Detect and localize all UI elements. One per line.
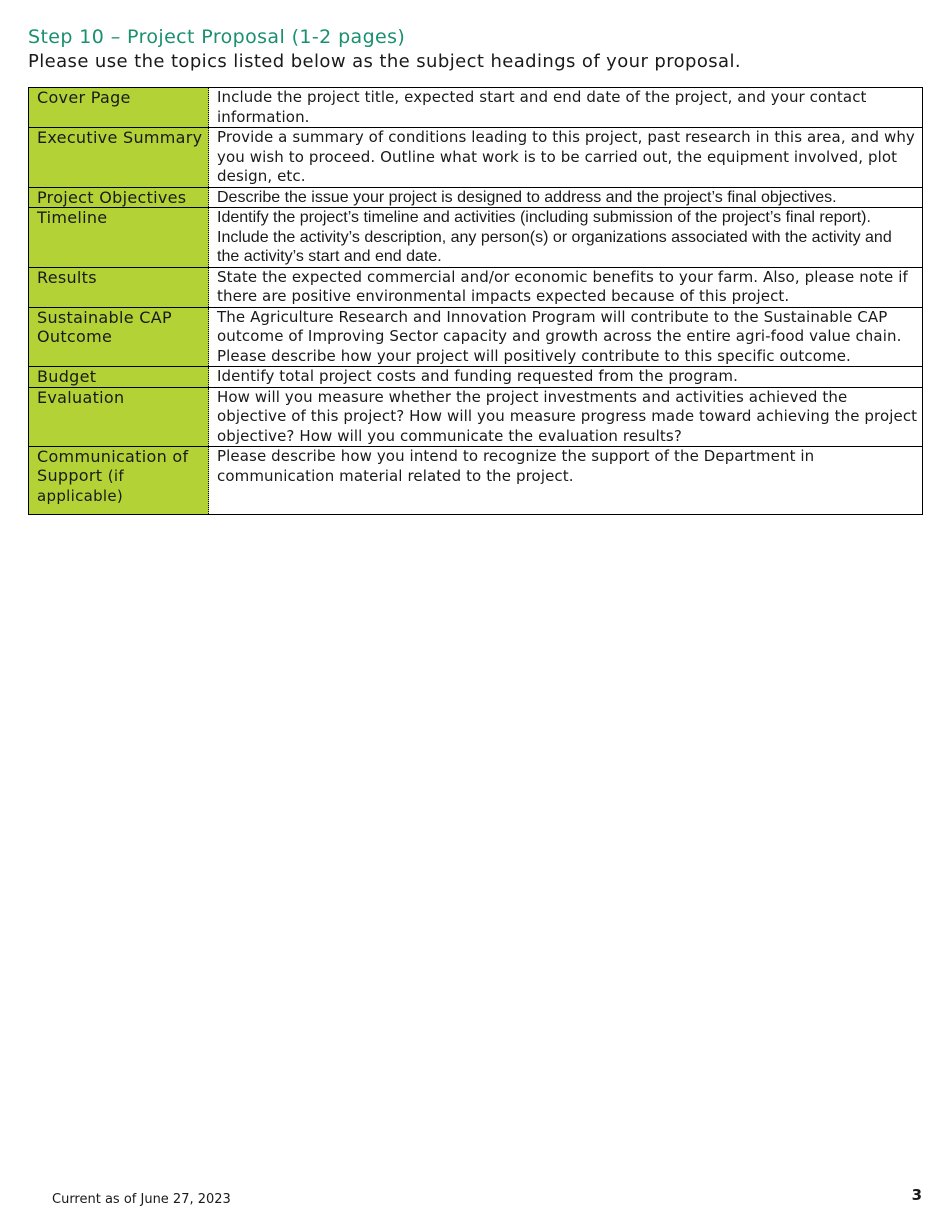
table-row	[29, 267, 923, 307]
description-cell: State the expected commercial and/or economic benefits to your farm. Also, please note if there are positive environmental impacts expected because of this project.	[209, 267, 923, 307]
table-row	[29, 208, 923, 268]
table-row	[29, 128, 923, 188]
topic-cell: Executive Summary	[29, 128, 209, 188]
table-row	[29, 187, 923, 208]
proposal-topics-table	[28, 87, 923, 515]
description-cell: Provide a summary of conditions leading to this project, past research in this area, and why you wish to proceed. Outline what work is to be carried out, the equipment involved, plot design, etc.	[209, 128, 923, 188]
topic-label: Communication of Support	[37, 447, 189, 485]
topic-note: (if applicable)	[37, 467, 124, 505]
table-row	[29, 387, 923, 447]
topic-cell: Project Objectives	[29, 187, 209, 208]
description-cell: How will you measure whether the project investments and activities achieved the objective of this project? How will you measure progress made toward achieving the project objective? How will you communicate the evaluation results?	[209, 387, 923, 447]
description-cell: Please describe how you intend to recognize the support of the Department in communication material related to the project.	[209, 447, 923, 515]
section-heading: Step 10 – Project Proposal (1-2 pages)	[28, 26, 406, 48]
topic-cell: Evaluation	[29, 387, 209, 447]
table-row	[29, 307, 923, 367]
topic-cell: Cover Page	[29, 88, 209, 128]
description-cell: Identify total project costs and funding requested from the program.	[209, 367, 923, 388]
description-cell: The Agriculture Research and Innovation Program will contribute to the Sustainable CAP outcome of Improving Sector capacity and growth across the entire agri-food value chain. Please describe how your project will positively contribute to this specific outcome.	[209, 307, 923, 367]
topic-cell: Timeline	[29, 208, 209, 268]
footer-date: Current as of June 27, 2023	[52, 1192, 231, 1207]
topic-cell: Budget	[29, 367, 209, 388]
table-row	[29, 367, 923, 388]
topic-cell: Results	[29, 267, 209, 307]
description-cell: Describe the issue your project is designed to address and the project’s final objectives.	[209, 187, 923, 208]
description-cell: Identify the project’s timeline and activities (including submission of the project’s final report). Include the activity’s description, any person(s) or organizations associated with the activity and the activity’s start and end date.	[209, 208, 923, 268]
topic-cell: Sustainable CAP Outcome	[29, 307, 209, 367]
topic-cell	[29, 447, 209, 515]
table-row	[29, 447, 923, 515]
table-row	[29, 88, 923, 128]
page-number: 3	[911, 1186, 922, 1204]
description-cell: Include the project title, expected start and end date of the project, and your contact information.	[209, 88, 923, 128]
intro-text: Please use the topics listed below as the subject headings of your proposal.	[28, 51, 741, 72]
